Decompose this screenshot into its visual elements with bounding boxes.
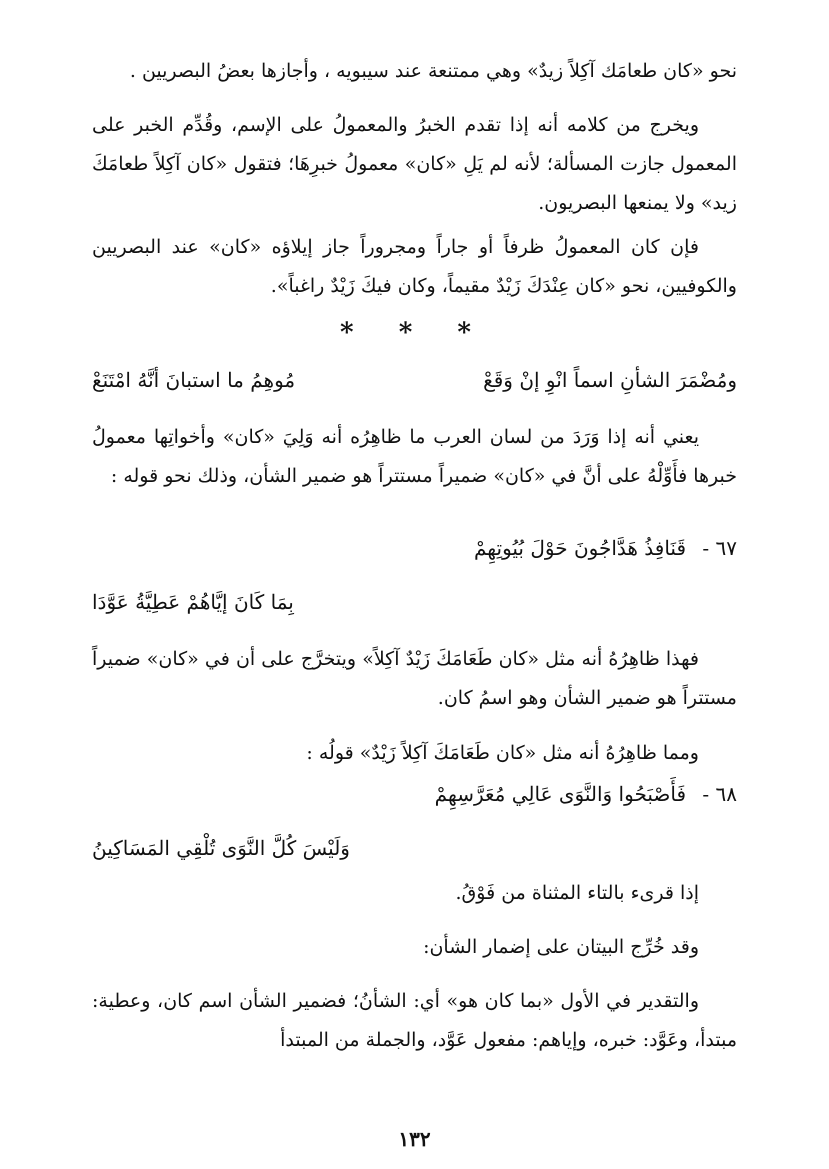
poem-68-first-hemistich: فَأَصْبَحُوا وَالنَّوَى عَالِي مُعَرَّسِهِمْ — [434, 782, 687, 806]
paragraph-6: ومما ظاهِرُهُ أنه مثل «كان طَعَامَكَ آكِلاً زَيْدٌ» قولُه : — [306, 742, 699, 764]
poem-68-second-hemistich: وَلَيْسَ كُلَّ النَّوَى تُلْقِي المَسَاكِينُ — [92, 836, 350, 860]
poem-68-number: ٦٨ - — [702, 782, 737, 806]
paragraph-4: يعني أنه إذا وَرَدَ من لسان العرب ما ظاهِرُه أنه وَلِيَ «كان» وأخواتِها معمولُ خبرها فأَوِّلْهُ على أنَّ في «كان» ضميراً مستتراً هو ضمير الشأن، وذلك نحو قوله : — [92, 426, 737, 487]
paragraph-3: فإن كان المعمولُ ظرفاً أو جاراً ومجروراً جاز إيلاؤه «كان» عند البصريين والكوفيين، نحو «كان عِنْدَكَ زَيْدٌ مقيماً، وكان فيكَ زَيْدٌ راغباً». — [92, 236, 737, 297]
paragraph-7: إذا قرىء بالتاء المثناة من فَوْقُ. — [455, 882, 699, 904]
paragraph-1: نحو «كان طعامَك آكِلاً زيدٌ» وهي ممتنعة عند سيبويه ، وأجازها بعضُ البصريين . — [129, 60, 737, 82]
section-separator-stars: * * * — [340, 318, 489, 348]
poem-67-second-line — [92, 584, 737, 620]
paragraph-8: وقد خُرِّج البيتان على إضمار الشأن: — [423, 936, 699, 958]
page-number: ١٣٢ — [398, 1127, 431, 1151]
alfiyya-hemistich-right: ومُضْمَرَ الشأنِ اسماً انْوِ إنْ وَقَعْ — [483, 368, 737, 392]
alfiyya-hemistich-left: مُوهِمُ ما استبانَ أنَّهُ امْتَنَعْ — [92, 368, 296, 392]
paragraph-9: والتقدير في الأول «بما كان هو» أي: الشأنُ؛ فضمير الشأن اسم كان، وعطية: مبتدأ، وعَوَّد: خبره، وإياهم: مفعول عَوَّد، والجملة من المبتدأ — [92, 990, 737, 1051]
poem-68-first-line — [92, 776, 737, 812]
poem-67-second-hemistich: بِمَا كَانَ إيَّاهُمْ عَطِيَّةُ عَوَّدَا — [92, 590, 294, 614]
paragraph-2: ويخرج من كلامه أنه إذا تقدم الخبرُ والمعمولُ على الإسم، وقُدِّم الخبر على المعمول جازت المسألة؛ لأنه لم يَلِ «كان» معمولُ خبرِهَا؛ فتقول «كان آكِلاً طعامَكَ زيد» ولا يمنعها البصريون. — [92, 114, 737, 214]
paragraph-5: فهذا ظاهِرُهُ أنه مثل «كان طَعَامَكَ زَيْدٌ آكِلاً» ويتخرَّج على أن في «كان» ضميراً مستتراً هو ضمير الشأن وهو اسمُ كان. — [92, 648, 737, 709]
poem-67-first-hemistich: قَنَافِذُ هَدَّاجُونَ حَوْلَ بُيُوتِهِمْ — [473, 536, 687, 560]
poem-67-first-line — [92, 530, 737, 566]
alfiyya-verse — [92, 362, 737, 398]
poem-68-second-line — [92, 830, 737, 866]
poem-67-number: ٦٧ - — [702, 536, 737, 560]
